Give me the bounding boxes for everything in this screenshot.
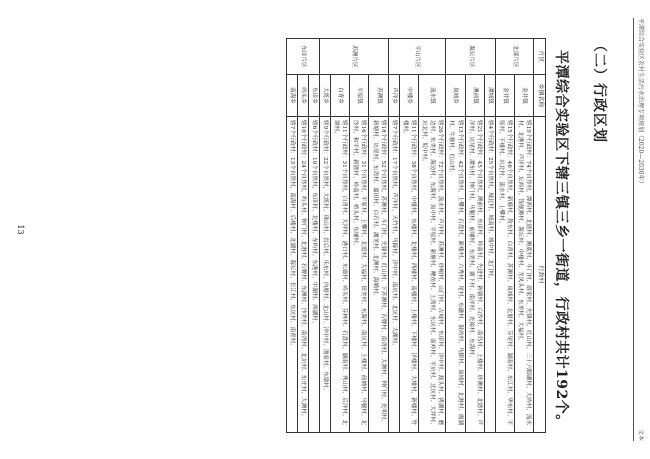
- table-row: [388, 39, 399, 433]
- village-cell: 辖11个行政村：31个自然村，白青村、大坪村、港口村、东墙村、岭头村、芬林村、石盘村、湖南村、秀山村、后洋村、北墩村。: [331, 117, 350, 433]
- village-cell: 辖21个行政村：45个自然村，澳前村、东庠村、岭南村、先进村、新塘村、白沙村、南岛村、上楼村、砂澳村、北厝村、芦洋村、坑尾村、潭东村、钟门村、马腿村、前埔村、东美村、塘下村、南洋村、光裕村、东海村。: [465, 117, 484, 433]
- town-cell: 中楼乡: [399, 75, 418, 117]
- table-row: [495, 39, 514, 433]
- village-cell: 辖4个行政村：25个自然村，城北村、城南村、城中村、北门村。: [484, 117, 495, 433]
- town-cell: 白青乡: [331, 75, 350, 117]
- town-cell: 岚城乡: [446, 75, 465, 117]
- table-row: [515, 39, 534, 433]
- running-head: [637, 18, 646, 441]
- table-row: [419, 39, 446, 433]
- region-cell: 东庠片区: [286, 39, 319, 75]
- village-cell: 辖10个行政村：24个自然村，屿头村、钟门村、北港村、石牌村、东澳村、沙美村、南湾村、北坑村、东庄村、大澳村。: [297, 117, 308, 433]
- village-cell: 辖7个行政村：13个自然村，南海村、后楼村、北湖村、海坛村、长江村、东坑村、南青村。: [286, 117, 297, 433]
- table-row: [350, 39, 369, 433]
- table-row: [369, 39, 388, 433]
- village-cell: 辖11个行政村：38个自然村，中楼村、东楼村、北楼村、西楼村、南楼村、上楼村、下楼村、洋楼村、大楼村、新楼村、竹楼村。: [399, 117, 418, 433]
- table-row: [331, 39, 350, 433]
- region-cell: 平山片区: [388, 39, 446, 75]
- village-cell: 辖7个行政村：17个自然村，芦洋村、天竹村、马蹄村、洋中村、南坑村、北坑村、大湖村。: [388, 117, 399, 433]
- table-row: [308, 39, 319, 433]
- village-cell: 辖19个行政村：74个自然村，潭西村、北厝村、澳底村、斗门村、薛家村、先锋村、红山村、三十六脚湖村、大屿村、流水村、北港村、芦洋村、坛西村、钱便澳村、海坛村、中楼村、龙凤头村、东美村、大福村。: [515, 117, 534, 433]
- header-town: 乡镇名称: [534, 75, 546, 117]
- village-cell: 辖15个行政村：46个自然村，新塘村、敖东村、白青村、苏澳村、岚城村、北厝村、芬尾村、湖南村、东江村、华东村、平原村、下楼村、坑北村、流水村、上攀村。: [495, 117, 514, 433]
- table-row: [286, 39, 297, 433]
- town-cell: 金井镇: [515, 75, 534, 117]
- village-cell: 辖9个行政村：22个自然村，大练村、珠山村、岩后村、乐东村、内厝村、北山村、洋中村、渔家村、东墩村。: [319, 117, 330, 433]
- table-row: [297, 39, 308, 433]
- region-cell: 海坛片区: [446, 39, 496, 75]
- village-cell: 辖13个行政村：42个自然村，上攀村、石盘村、新楼村、六秀村、尾村、东礁村、鼓屿村、马脚村、岚城村、北港村、霞湖村、牛寨村、红山村。: [446, 117, 465, 433]
- town-cell: 平原镇: [350, 75, 369, 117]
- header-rule: [633, 18, 634, 441]
- section-title: （二）行政区划: [591, 38, 607, 143]
- region-cell: 苏澳片区: [319, 39, 388, 75]
- village-cell: 辖26个行政村：72个自然村，流水村、芦洋村、苏澳村、砂帽村、山门村、古城村、东庠村、洋中村、磊头村、碧湖村、磨边村、东美村、海边村、东海村、岚中村、平原村、新塘村、鲤鱼村、上湾村、东坑村、南岭村、平坑村、北坑村、大坪村、坑北村、坂中村。: [419, 117, 446, 433]
- town-cell: 南海乡: [286, 75, 297, 117]
- town-cell: 金井镇: [495, 75, 514, 117]
- town-cell: 大练乡: [319, 75, 330, 117]
- town-cell: 潭城镇: [484, 75, 495, 117]
- town-cell: 澳前镇: [465, 75, 484, 117]
- table-header-row: [534, 39, 546, 433]
- table-row: [319, 39, 330, 433]
- intro-sentence: 平潭综合实验区下辖三镇三乡一街道，行政村共计192个。: [553, 50, 569, 429]
- table-row: [465, 39, 484, 433]
- table-row: [446, 39, 465, 433]
- town-cell: 屿头乡: [297, 75, 308, 117]
- header-village: 行政村: [534, 117, 546, 433]
- village-cell: 辖16个行政村：31个自然村，平原村、上攀村、北庭村、大福村、田美村、东海村、南坑村、上楼村、前埔村、马腿村、北沙村、和平村、新厝村、岭南村、桥头村、东埔村。: [350, 117, 369, 433]
- running-head-label: 文本: [637, 428, 644, 441]
- table-row: [399, 39, 418, 433]
- town-cell: 东庠乡: [308, 75, 319, 117]
- header-region: 片区: [534, 39, 546, 75]
- table-row: [484, 39, 495, 433]
- running-head-title: 平潭综合实验区农村生活污水治理专项规划（2020—2030年）: [637, 18, 644, 187]
- region-cell: 北部片区: [495, 39, 533, 75]
- town-cell: 苏澳镇: [369, 75, 388, 117]
- page-number: 13: [16, 224, 25, 235]
- administrative-division-table: [286, 38, 546, 433]
- town-cell: 芦洋乡: [388, 75, 399, 117]
- town-cell: 流水镇: [419, 75, 446, 117]
- village-cell: 辖6个行政村：10个自然村，东庠村、北楼村、赤屿村、东港村、中湖村、西湖村。: [308, 117, 319, 433]
- village-cell: 辖18个行政村：52个自然村，苏澳村、斗门村、先锋村、红山村、下苏澳村、石牌村、南湾村、大澳村、钟门村、光明村、新塘村、坑尾村、东湾村、嘉田村、白石村、湖美村、北澳村、海埔村。: [369, 117, 388, 433]
